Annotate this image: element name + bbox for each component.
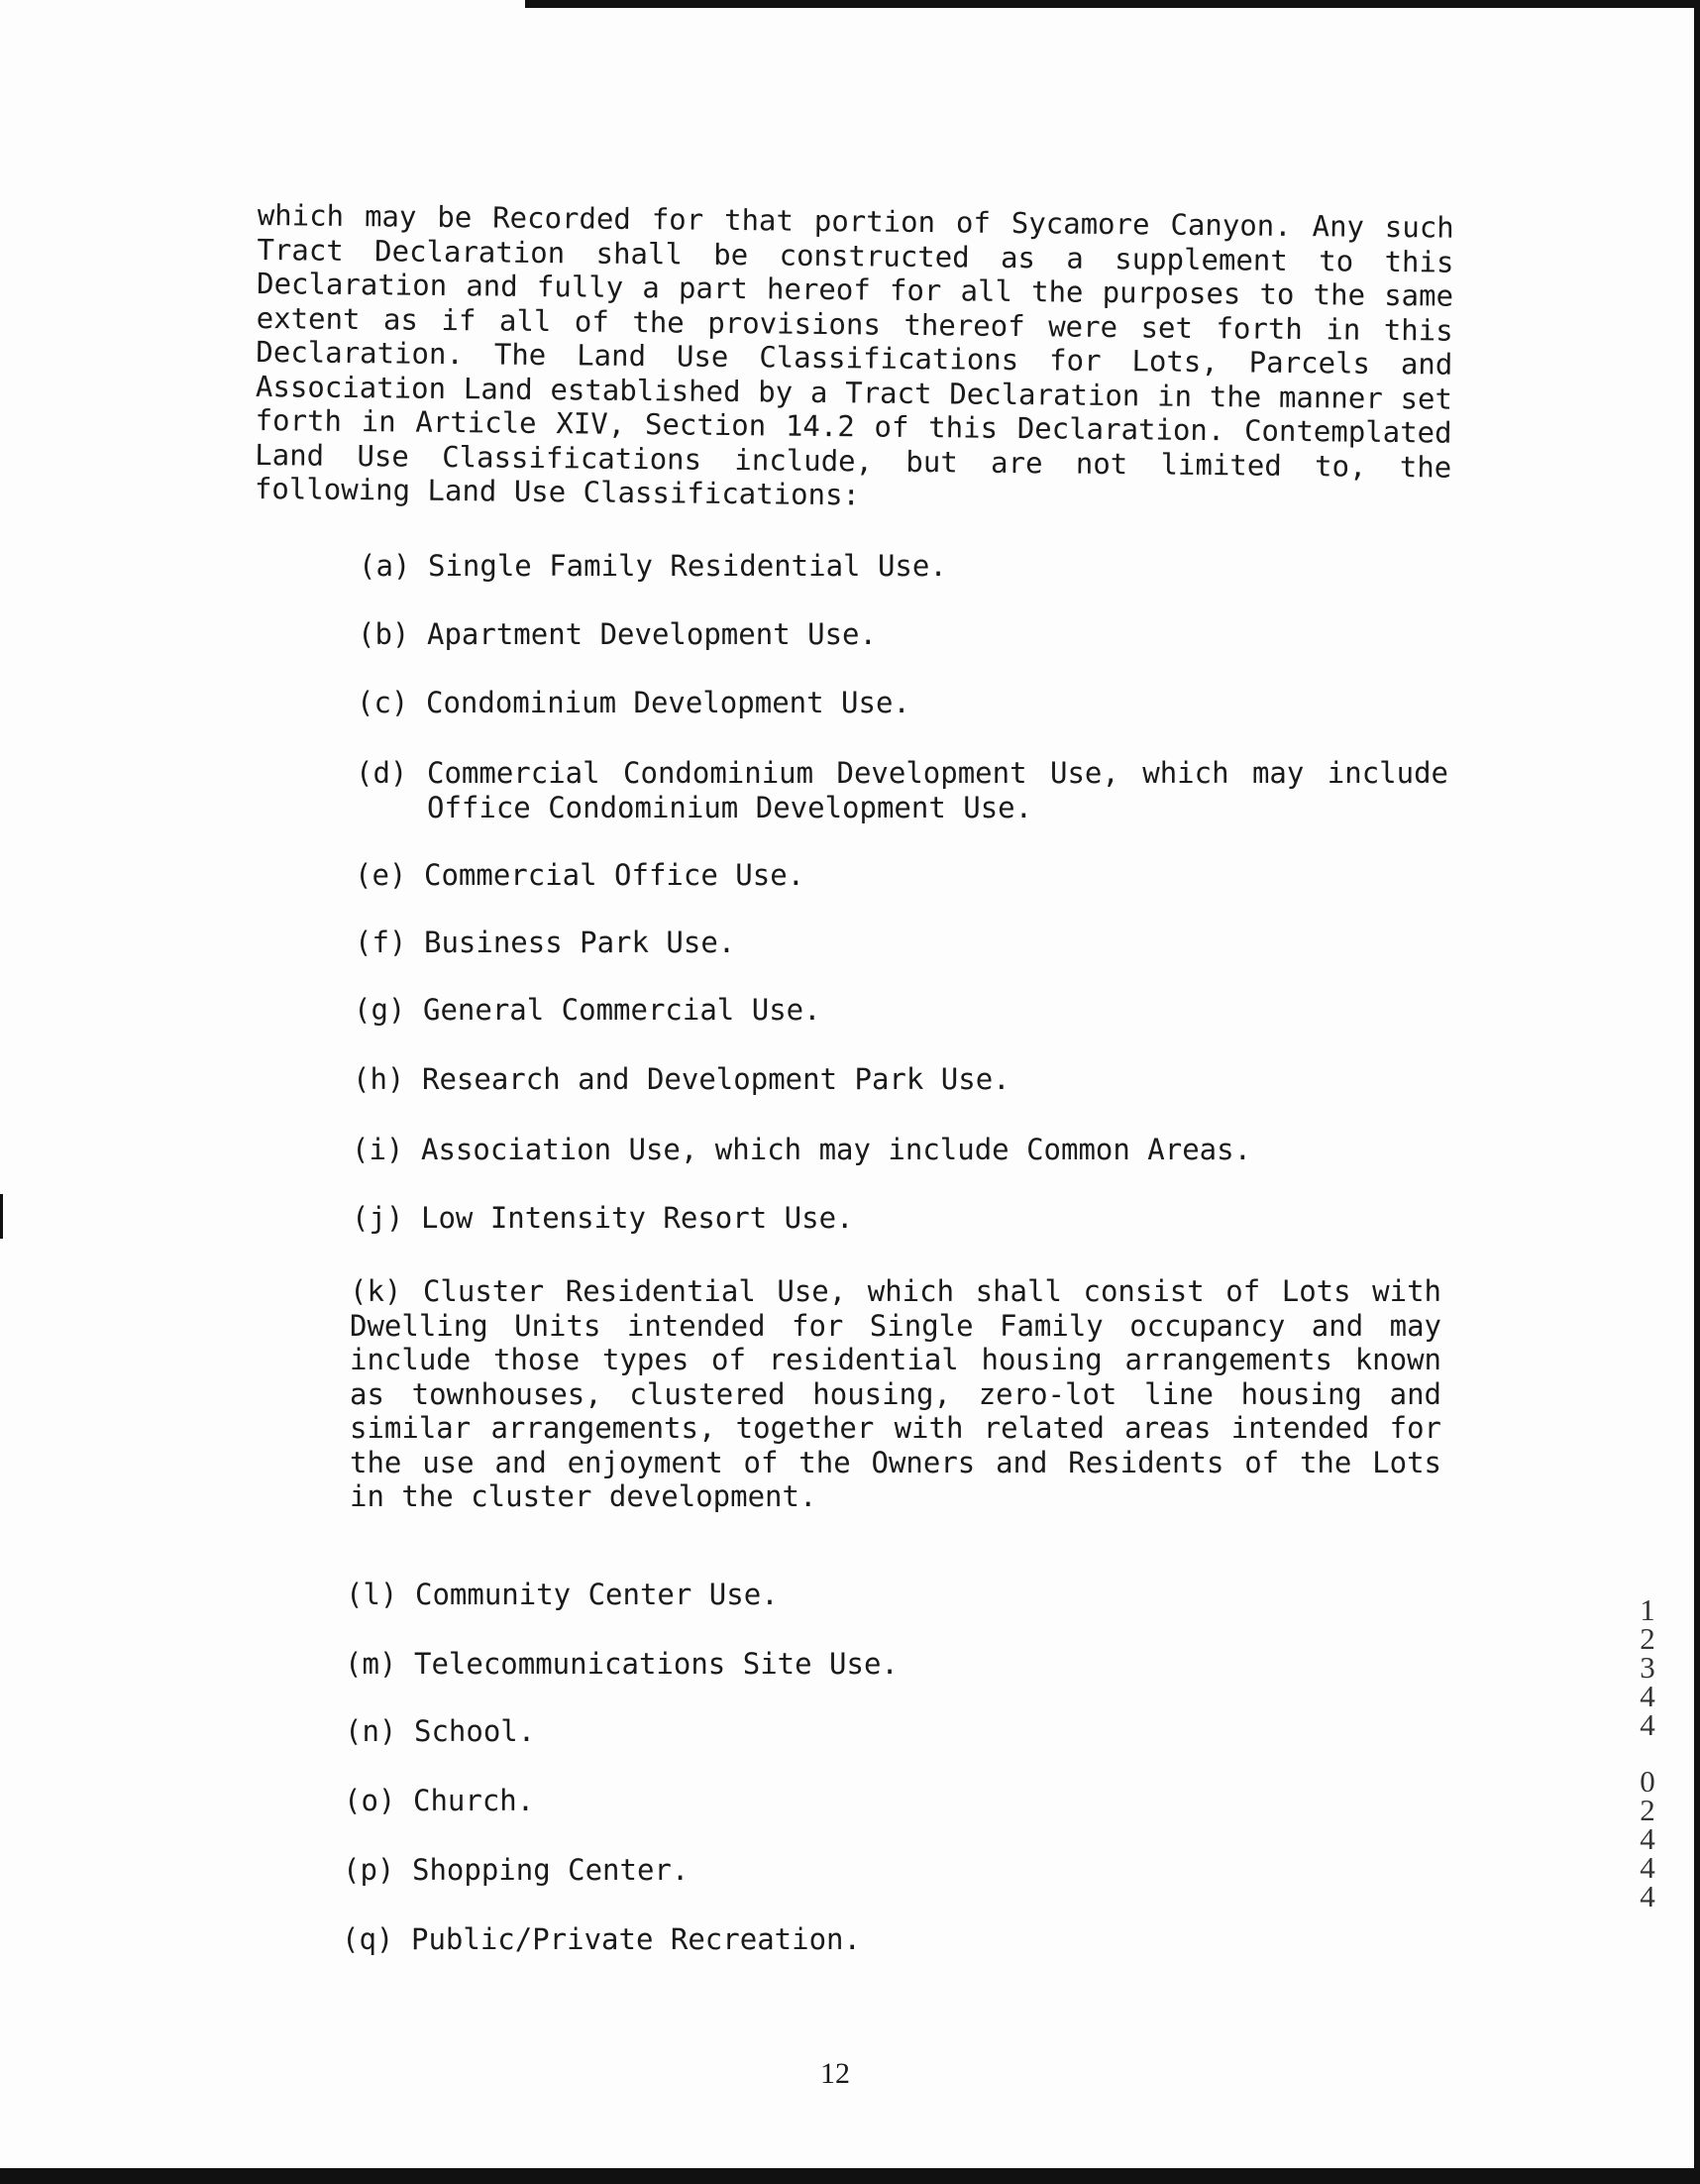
list-item-label: (p) [343,1853,395,1887]
list-item-e [355,858,804,892]
list-item-text: Association Use, which may include Common Areas. [421,1133,1252,1166]
bates-digit: 3 [1640,1650,1655,1685]
bates-digit: 0 [1640,1764,1655,1799]
list-item-text: Condominium Development Use. [426,686,910,719]
scan-edge-bottom [0,2168,1700,2184]
list-item-label: (b) [358,617,410,651]
list-item-text: Church. [413,1784,535,1817]
list-item-p [343,1853,689,1887]
list-item-label: (e) [355,858,407,892]
page-number: 12 [820,2057,850,2090]
list-item-text: Commercial Condominium Development Use, which may include Office Condominium Development Use. [427,756,1448,824]
scan-edge-top-gap [0,0,525,8]
list-item-label: (o) [344,1784,396,1817]
list-item-a [359,549,947,583]
list-item-text: Single Family Residential Use. [428,549,947,583]
list-item-text: Business Park Use. [424,926,736,959]
list-item-k [350,1274,1441,1514]
list-item-n [345,1714,535,1748]
list-item-l [346,1578,779,1611]
list-item-text: School. [414,1714,536,1748]
list-item-text: Cluster Residential Use, which shall consist of Lots with Dwelling Units intended for Single Family occupancy and may include those types of residential housing arrangements known as townhouses, clustered housing, zero-lot line housing and similar arrangements, together with related areas intended for the use and enjoyment of the Owners and Residents of the Lots in the cluster development. [350,1274,1441,1513]
list-item-label: (h) [353,1062,405,1096]
list-item-text: Telecommunications Site Use. [414,1647,899,1681]
list-item-label: (f) [355,926,407,959]
list-item-label: (n) [345,1714,397,1748]
list-item-label: (d) [356,756,408,790]
intro-paragraph: which may be Recorded for that portion of Sycamore Canyon. Any such Tract Declaration shall be constructed as a supplement to this Declaration and fully a part hereof for all the purposes to the same extent as if all of the provisions thereof were set forth in this Declaration. The Land Use Classifications for Lots, Parcels and Association Land established by a Tract Declaration in the manner set forth in Article XIV, Section 14.2 of this Declaration. Contemplated Land Use Classifications include, but are not limited to, the following Land Use Classifications: [254,198,1454,512]
list-item-m [345,1647,899,1681]
bates-digit: 4 [1640,1879,1655,1913]
list-item-text: Shopping Center. [412,1853,690,1887]
list-item-f [355,926,735,959]
list-item-k-body [350,1274,1441,1514]
scan-edge-right [1694,0,1700,2184]
list-item-text: Commercial Office Use. [424,858,805,892]
list-item-label: (c) [357,686,409,719]
bates-digit: 2 [1640,1621,1655,1656]
list-item-label: (a) [359,549,411,583]
bates-gap [1633,1739,1662,1767]
bates-digit: 4 [1640,1679,1655,1713]
list-item-g [354,993,821,1027]
list-item-text: Public/Private Recreation. [411,1922,861,1956]
list-item-j [352,1201,854,1235]
list-item-o [344,1784,534,1817]
list-item-i [352,1133,1251,1166]
list-item-label: (l) [346,1578,398,1611]
list-item-label: (i) [352,1133,404,1166]
list-item-text: General Commercial Use. [423,993,821,1027]
list-item-d [356,756,1448,824]
list-item-text: Apartment Development Use. [427,617,877,651]
list-item-text: Low Intensity Resort Use. [421,1201,854,1235]
list-item-h [353,1062,1010,1096]
bates-digit: 1 [1640,1592,1655,1627]
list-item-label: (g) [354,993,406,1027]
bates-digit: 2 [1640,1793,1655,1827]
list-item-text: Research and Development Park Use. [422,1062,1010,1096]
bates-digit: 4 [1640,1707,1655,1742]
bates-digit: 4 [1640,1850,1655,1885]
list-item-q [342,1922,861,1956]
bates-digit: 4 [1640,1821,1655,1856]
list-item-b [358,617,877,651]
list-item-label: (q) [342,1922,394,1956]
list-item-c [357,686,910,719]
list-item-text: Community Center Use. [415,1578,779,1611]
list-item-label: (k) [350,1274,402,1308]
list-item-label: (j) [352,1201,404,1235]
bates-number [1633,1592,1662,1913]
list-item-label: (m) [345,1647,397,1681]
scan-edge-left-mark [0,1194,3,1239]
